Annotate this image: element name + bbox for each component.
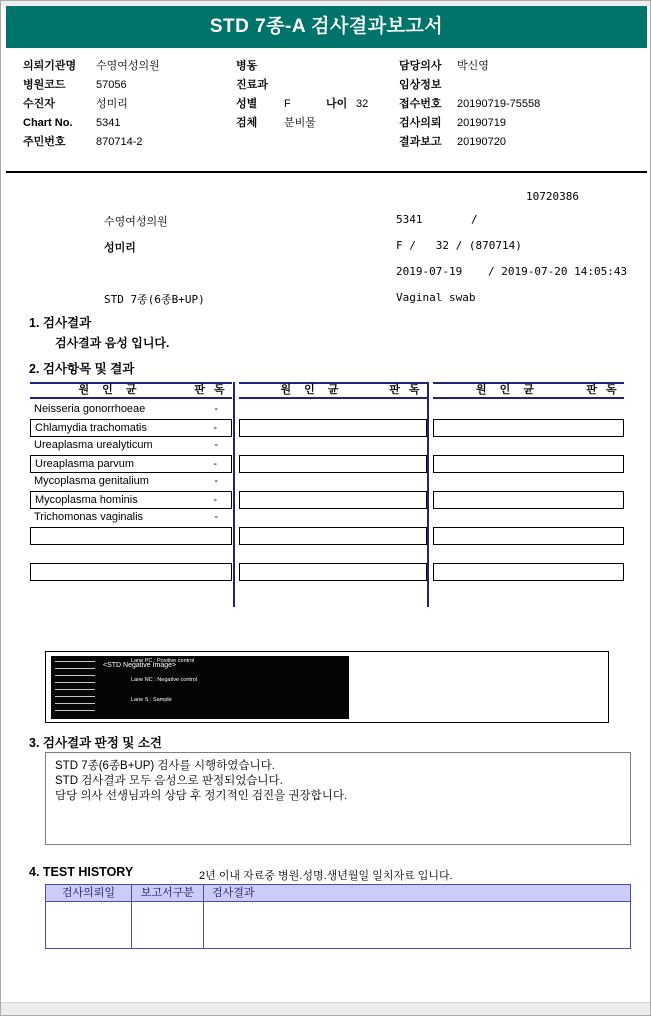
table-row (239, 545, 427, 563)
organism-name: Ureaplasma urealyticum (34, 439, 153, 451)
organism-header: 원 인 균 (476, 384, 539, 396)
opinion-line: STD 검사결과 모두 음성으로 판정되었습니다. (55, 775, 283, 787)
field-label: 임상정보 (399, 79, 442, 91)
gel-caption: Lane PC : Positive control (131, 657, 195, 664)
reading-value: - (214, 511, 218, 523)
table-row (433, 401, 624, 419)
field-value: 박신영 (457, 60, 489, 72)
reading-header: 판 독 (389, 384, 423, 396)
reading-header: 판 독 (586, 384, 620, 396)
table-row (239, 473, 427, 491)
table-row (30, 563, 232, 581)
sex-age: F / 32 / (870714) (396, 239, 522, 252)
info-row (399, 114, 629, 133)
info-row (236, 95, 396, 114)
table-rows (30, 401, 232, 581)
organism-header: 원 인 균 (280, 384, 344, 396)
table-rows (239, 401, 427, 581)
history-table (45, 884, 631, 949)
request-date: 2019-07-19 (396, 265, 463, 278)
gel-caption: Lane NC : Negative control (131, 677, 198, 683)
table-row (433, 509, 624, 527)
table-row (239, 419, 427, 437)
table-row (30, 491, 232, 509)
table-row (30, 401, 232, 419)
table-row (30, 509, 232, 527)
organism-name: Ureaplasma parvum (35, 458, 135, 470)
patient-info-right (399, 57, 629, 152)
table-row (239, 455, 427, 473)
table-header (30, 382, 232, 399)
field-label: 의뢰기관명 (23, 60, 77, 72)
test-name: STD 7종(6종B+UP) (104, 293, 205, 306)
section2-heading: 2. 검사항목 및 결과 (29, 362, 135, 376)
field-label: 접수번호 (399, 98, 442, 110)
gel-image-label: <STD Negative Image> (103, 662, 177, 669)
overall-result: 검사결과 음성 입니다. (55, 336, 170, 350)
history-header-cell: 검사의뢰일 (46, 885, 132, 901)
history-header-cell: 검사결과 (212, 887, 255, 899)
organism-name: Mycoplasma hominis (35, 494, 138, 506)
field-label: 병원코드 (23, 79, 66, 91)
field-label: 진료과 (236, 79, 268, 91)
field-value: 20190719-75558 (457, 98, 541, 110)
table-row (433, 527, 624, 545)
table-row (30, 545, 232, 563)
result-table-group-2 (239, 382, 427, 399)
organism-name: Mycoplasma genitalium (34, 475, 149, 487)
result-table-group-1 (30, 382, 232, 523)
organism-name: Trichomonas vaginalis (34, 511, 144, 523)
table-row (433, 455, 624, 473)
organism-name: Neisseria gonorrhoeae (34, 403, 146, 415)
hospital-name: 수영여성의원 (104, 215, 168, 228)
info-row (236, 76, 396, 95)
field-label: 성별 (236, 98, 258, 110)
table-row (433, 491, 624, 509)
gel-lane-marks (55, 661, 95, 711)
field-label: 수진자 (23, 98, 55, 110)
page-margin-bottom (1, 1002, 650, 1015)
table-row (30, 473, 232, 491)
table-row (30, 437, 232, 455)
table-row (239, 509, 427, 527)
gel-caption: Lane M : Size marker (131, 638, 184, 644)
history-body (46, 902, 630, 949)
table-row (239, 401, 427, 419)
field-value: 870714-2 (96, 136, 143, 148)
history-body-cell (46, 902, 132, 949)
field-label: Chart No. (23, 117, 73, 129)
section4-heading: 4. TEST HISTORY (29, 865, 134, 879)
table-column-separator (233, 382, 235, 607)
table-row (30, 527, 232, 545)
gel-image (51, 638, 349, 719)
organism-header: 원 인 균 (78, 384, 142, 396)
reading-value: - (214, 403, 218, 415)
info-row (399, 57, 629, 76)
report-title: STD 7종-A 검사결과보고서 (6, 6, 647, 48)
info-row (23, 95, 233, 114)
history-body-cell (132, 902, 204, 949)
result-table-group-3 (433, 382, 624, 399)
info-row (23, 133, 233, 152)
gel-image-box (45, 638, 609, 723)
reading-value: - (214, 475, 218, 487)
reading-value: - (213, 494, 217, 506)
opinion-line: STD 7종(6종B+UP) 검사를 시행하였습니다. (55, 760, 275, 772)
field-value: 57056 (96, 79, 127, 91)
field-label: 병동 (236, 60, 258, 72)
organism-name: Chlamydia trachomatis (35, 422, 147, 434)
chart-slash: / (471, 213, 478, 226)
reading-value: - (214, 439, 218, 451)
info-row (236, 114, 396, 133)
field-value: 5341 (96, 117, 121, 129)
result-table (30, 382, 625, 608)
gel-caption: Lane S : Sample (131, 696, 172, 703)
history-body-cell (204, 902, 630, 949)
info-row (399, 76, 629, 95)
report-datetime: / 2019-07-20 14:05:43 (488, 265, 628, 278)
info-row (236, 57, 396, 76)
opinion-box (45, 752, 631, 845)
field-value: 20190719 (457, 117, 506, 129)
chart-number: 5341 (396, 213, 423, 226)
field-value: 20190720 (457, 136, 506, 148)
field-value: 성미리 (96, 98, 128, 110)
info-row (23, 76, 233, 95)
table-row (433, 419, 624, 437)
section3-heading: 3. 검사결과 판정 및 소견 (29, 736, 162, 750)
table-column-separator (427, 382, 429, 607)
table-header (433, 382, 624, 399)
info-row (23, 114, 233, 133)
reading-value: - (213, 422, 217, 434)
table-row (433, 545, 624, 563)
gel-captions (131, 625, 197, 716)
divider-line (6, 171, 647, 173)
reading-header: 판 독 (194, 384, 228, 396)
specimen-type: Vaginal swab (396, 291, 476, 304)
table-row (30, 455, 232, 473)
table-rows (433, 401, 624, 581)
table-row (433, 563, 624, 581)
field-value: F (284, 98, 291, 110)
field-label: 담당의사 (399, 60, 442, 72)
field-label: 결과보고 (399, 136, 442, 148)
info-row (399, 95, 629, 114)
table-row (433, 473, 624, 491)
history-note: 2년 이내 자료중 병원.성명.생년월일 일치자료 입니다. (199, 870, 453, 882)
info-row (399, 133, 629, 152)
table-row (239, 491, 427, 509)
patient-info-left (23, 57, 233, 152)
field-value: 32 (356, 98, 369, 110)
field-label: 검사의뢰 (399, 117, 442, 129)
table-row (239, 437, 427, 455)
table-row (30, 419, 232, 437)
field-label: 주민번호 (23, 136, 66, 148)
table-row (239, 563, 427, 581)
patient-info-middle (236, 57, 396, 133)
info-row (23, 57, 233, 76)
field-label: 검체 (236, 117, 258, 129)
field-value: 분비물 (284, 117, 316, 129)
section1-heading: 1. 검사결과 (29, 316, 92, 330)
reading-value: - (213, 458, 217, 470)
table-row (433, 437, 624, 455)
table-header (239, 382, 427, 399)
ref-number: 10720386 (526, 190, 579, 203)
field-label: 나이 (326, 98, 348, 110)
field-value: 수영여성의원 (96, 60, 160, 72)
history-header-cell: 보고서구분 (132, 885, 204, 901)
patient-name: 성미리 (104, 241, 136, 254)
history-header-row (46, 885, 630, 902)
opinion-line: 담당 의사 선생님과의 상담 후 정기적인 검진을 권장합니다. (55, 790, 348, 802)
table-row (239, 527, 427, 545)
